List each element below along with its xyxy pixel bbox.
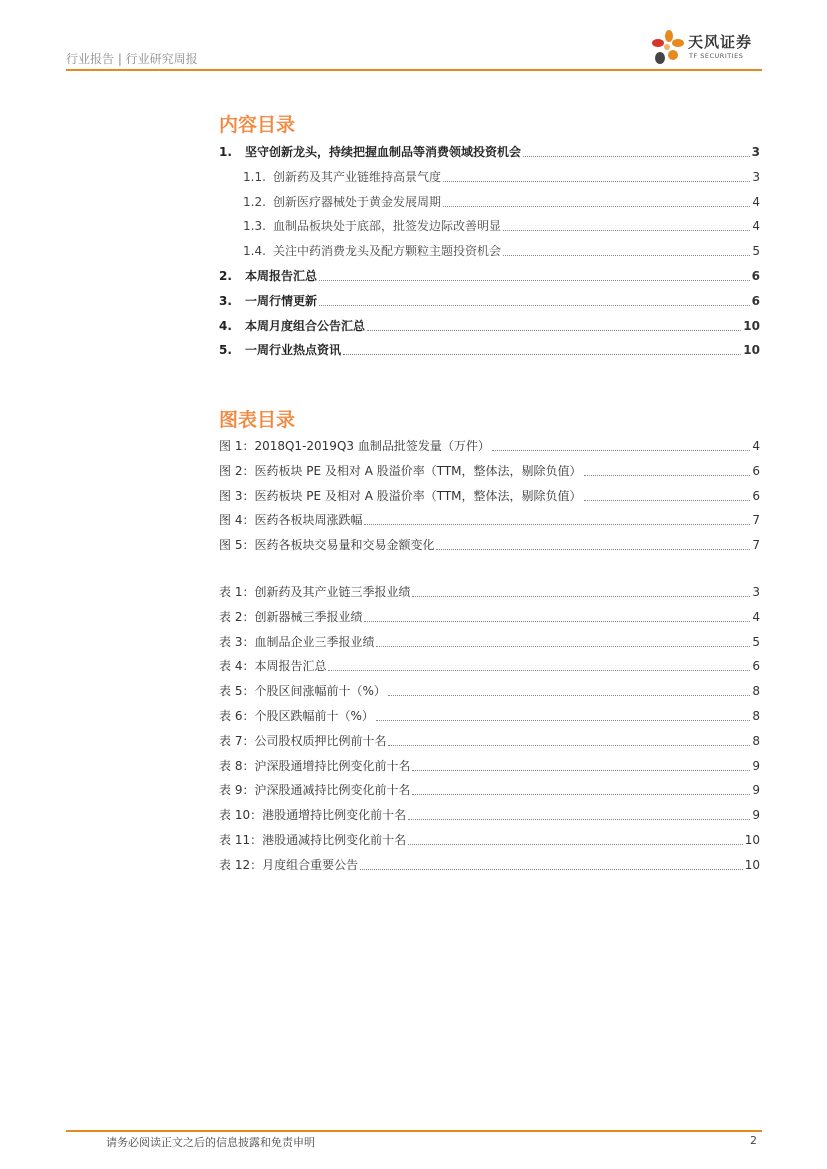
entry-label	[219, 512, 362, 528]
entry-label	[219, 807, 406, 823]
toc-entry[interactable]	[219, 264, 760, 284]
entry-text: 表 7：公司股权质押比例前十名	[219, 733, 387, 748]
entry-page-number: 10	[743, 343, 760, 358]
entry-text: 血制品板块处于底部，批签发边际改善明显	[273, 219, 502, 234]
dot-leader	[412, 794, 750, 795]
logo-mark-icon	[647, 28, 687, 68]
entry-text: 表 3：血制品企业三季报业绩	[219, 634, 375, 649]
logo-text: 天风证券	[688, 33, 753, 51]
dot-leader	[364, 524, 750, 525]
dot-leader	[443, 206, 750, 207]
entry-label	[243, 243, 501, 259]
toc-entry[interactable]	[243, 214, 760, 234]
entry-text: 图 1：2018Q1-2019Q3 血制品批签发量（万件）	[219, 439, 490, 453]
dot-leader	[343, 354, 741, 355]
entry-number: 1.	[219, 145, 232, 159]
page-header	[66, 33, 762, 70]
list-entry[interactable]	[219, 729, 760, 749]
dot-leader	[584, 475, 751, 476]
entry-label	[219, 658, 326, 674]
dot-leader	[319, 305, 750, 306]
entry-page-number: 10	[744, 833, 760, 847]
list-entry[interactable]	[219, 533, 760, 553]
entry-text: 创新医疗器械处于黄金发展周期	[273, 194, 442, 209]
dot-leader	[376, 720, 751, 721]
entry-page-number: 6	[751, 293, 760, 308]
dot-leader	[388, 695, 751, 696]
entry-label	[219, 268, 317, 284]
entry-number: 5.	[219, 343, 232, 358]
toc-entry[interactable]	[243, 190, 760, 210]
dot-leader	[503, 230, 750, 231]
dot-leader	[328, 670, 750, 671]
list-entry[interactable]	[219, 508, 760, 528]
dot-leader	[367, 330, 741, 331]
entry-text: 一周行情更新	[245, 293, 318, 308]
dot-leader	[523, 156, 750, 157]
list-entry[interactable]	[219, 484, 760, 504]
entry-text: 表 12：月度组合重要公告	[219, 857, 359, 872]
list-entry[interactable]	[219, 828, 760, 848]
toc-entry[interactable]	[219, 140, 760, 160]
dot-leader	[503, 255, 750, 256]
footer-disclaimer: 请务必阅读正文之后的信息披露和免责申明	[106, 1136, 315, 1149]
toc-entry[interactable]	[243, 165, 760, 185]
entry-label	[243, 194, 441, 210]
entry-number: 1.2.	[243, 194, 266, 209]
entry-text: 本周月度组合公告汇总	[245, 318, 366, 333]
footer-divider	[66, 1130, 762, 1132]
entry-text: 表 11：港股通减持比例变化前十名	[219, 833, 407, 847]
entry-page-number: 4	[752, 439, 760, 453]
list-entry[interactable]	[219, 580, 760, 600]
entry-label	[219, 708, 374, 724]
entry-text: 表 6：个股区跌幅前十（%）	[219, 709, 374, 723]
entry-page-number: 6	[752, 463, 760, 478]
entry-text: 表 9：沪深股通减持比例变化前十名	[219, 783, 411, 798]
entry-text: 一周行业热点资讯	[245, 343, 342, 358]
list-entry[interactable]	[219, 853, 760, 873]
entry-number: 1.4.	[243, 244, 266, 259]
dot-leader	[443, 181, 750, 182]
figures-title: 图表目录	[219, 409, 296, 431]
entry-text: 坚守创新龙头，持续把握血制品等消费领域投资机会	[245, 145, 522, 159]
dot-leader	[388, 745, 750, 746]
entry-page-number: 6	[752, 659, 760, 674]
entry-label	[219, 438, 490, 454]
list-entry[interactable]	[219, 605, 760, 625]
entry-page-number: 4	[752, 219, 760, 234]
toc-title: 内容目录	[219, 114, 296, 136]
entry-page-number: 10	[743, 318, 760, 333]
list-entry[interactable]	[219, 630, 760, 650]
list-entry[interactable]	[219, 679, 760, 699]
entry-page-number: 3	[752, 585, 760, 599]
entry-text: 图 3：医药板块 PE 及相对 A 股溢价率（TTM，整体法，剔除负值）	[219, 488, 582, 503]
entry-text: 表 2：创新器械三季报业绩	[219, 609, 363, 624]
entry-text: 表 10：港股通增持比例变化前十名	[219, 808, 407, 823]
entry-page-number: 6	[751, 269, 760, 283]
page-number: 2	[750, 1134, 757, 1147]
entry-page-number: 9	[752, 758, 760, 773]
entry-text: 表 8：沪深股通增持比例变化前十名	[219, 758, 411, 773]
entry-label	[219, 342, 341, 358]
entry-text: 图 5：医药各板块交易量和交易金额变化	[219, 538, 435, 553]
entry-label	[243, 218, 501, 234]
entry-label	[219, 318, 365, 334]
entry-page-number: 3	[752, 169, 760, 184]
entry-label	[219, 488, 582, 504]
entry-text: 图 4：医药各板块周涨跌幅	[219, 513, 363, 528]
entry-number: 2.	[219, 269, 232, 283]
entry-text: 本周报告汇总	[245, 269, 318, 283]
company-logo	[647, 28, 762, 68]
dot-leader	[319, 280, 750, 281]
dot-leader	[412, 770, 750, 771]
dot-leader	[492, 450, 751, 451]
entry-label	[219, 463, 582, 479]
dot-leader	[436, 549, 750, 550]
entry-number: 4.	[219, 318, 232, 333]
dot-leader	[408, 819, 750, 820]
toc-entry[interactable]	[243, 239, 760, 259]
toc-entry[interactable]	[219, 314, 760, 334]
entry-label	[243, 169, 441, 185]
dot-leader	[376, 646, 750, 647]
entry-page-number: 5	[752, 634, 760, 649]
entry-text: 表 4：本周报告汇总	[219, 659, 327, 674]
entry-page-number: 4	[752, 194, 760, 209]
dot-leader	[412, 596, 750, 597]
entry-page-number: 7	[752, 538, 760, 553]
entry-label	[219, 537, 434, 553]
entry-page-number: 9	[752, 808, 760, 823]
entry-label	[219, 733, 386, 749]
dot-leader	[364, 621, 750, 622]
dot-leader	[584, 500, 751, 501]
entry-label	[219, 609, 362, 625]
list-entry[interactable]	[219, 434, 760, 454]
entry-label	[219, 584, 410, 600]
entry-number: 1.1.	[243, 169, 266, 184]
entry-label	[219, 683, 386, 699]
entry-page-number: 6	[752, 488, 760, 503]
entry-text: 图 2：医药板块 PE 及相对 A 股溢价率（TTM，整体法，剔除负值）	[219, 463, 582, 478]
entry-page-number: 8	[752, 733, 760, 748]
entry-page-number: 3	[751, 145, 760, 159]
report-category: 行业报告 | 行业研究周报	[66, 52, 198, 66]
entry-label	[219, 144, 521, 160]
list-entry[interactable]	[219, 803, 760, 823]
entry-label	[219, 832, 406, 848]
entry-label	[219, 634, 374, 650]
list-entry[interactable]	[219, 754, 760, 774]
entry-text: 关注中药消费龙头及配方颗粒主题投资机会	[273, 244, 502, 259]
list-entry[interactable]	[219, 459, 760, 479]
list-entry[interactable]	[219, 778, 760, 798]
entry-page-number: 8	[752, 684, 760, 699]
list-entry[interactable]	[219, 704, 760, 724]
entry-page-number: 5	[752, 244, 760, 259]
header-divider	[66, 69, 762, 71]
entry-label	[219, 758, 410, 774]
dot-leader	[360, 869, 743, 870]
entry-number: 1.3.	[243, 219, 266, 234]
entry-number: 3.	[219, 293, 232, 308]
entry-label	[219, 782, 410, 798]
toc-entry[interactable]	[219, 289, 760, 309]
entry-text: 创新药及其产业链维持高景气度	[273, 169, 442, 184]
dot-leader	[408, 844, 743, 845]
entry-page-number: 10	[744, 857, 760, 872]
toc-entry[interactable]	[219, 338, 760, 358]
entry-page-number: 7	[752, 513, 760, 528]
entry-text: 表 1：创新药及其产业链三季报业绩	[219, 585, 411, 599]
entry-page-number: 8	[752, 709, 760, 723]
list-entry[interactable]	[219, 654, 760, 674]
entry-text: 表 5：个股区间涨幅前十（%）	[219, 684, 386, 699]
entry-label	[219, 293, 317, 309]
entry-label	[219, 857, 358, 873]
entry-page-number: 4	[752, 609, 760, 624]
entry-page-number: 9	[752, 783, 760, 798]
logo-subtitle: TF SECURITIES	[689, 52, 744, 60]
